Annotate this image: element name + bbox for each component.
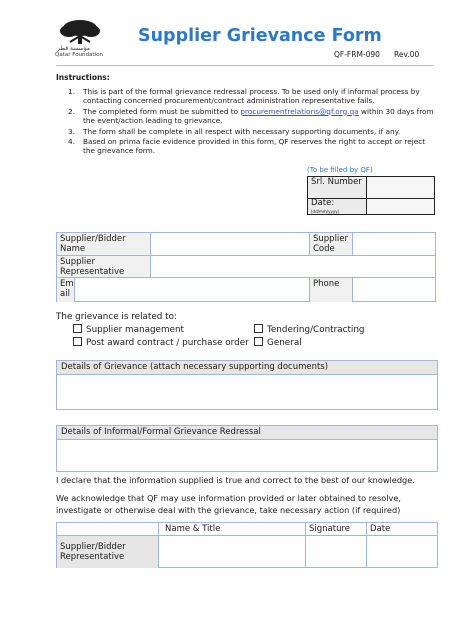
instruction-item bbox=[58, 107, 438, 126]
redressal-section bbox=[56, 425, 438, 472]
instruction-item bbox=[58, 137, 438, 156]
supplier-code-field[interactable] bbox=[353, 233, 435, 255]
email-label: Email bbox=[57, 278, 74, 302]
qf-use-note: (To be filled by QF) bbox=[307, 166, 373, 174]
option-supplier-management[interactable] bbox=[73, 324, 184, 335]
name-title-header: Name & Title bbox=[165, 524, 221, 534]
instruction-text: This is part of the formal grievance redressal process. To be used only if informal process by contacting concerned procurement/contract administration representative fails. bbox=[83, 87, 420, 106]
divider bbox=[57, 277, 435, 278]
divider bbox=[352, 233, 353, 255]
grievance-details-header: Details of Grievance (attach necessary supporting documents) bbox=[57, 361, 437, 375]
revision-label: Rev.00 bbox=[393, 50, 420, 59]
form-number: QF-FRM-090 bbox=[334, 50, 380, 59]
date-format-hint: (dd/mm/yyyy) bbox=[311, 208, 340, 214]
page-title: Supplier Grievance Form bbox=[138, 26, 382, 46]
logo-english-text: Qatar Foundation bbox=[55, 52, 103, 58]
divider bbox=[305, 523, 306, 567]
divider bbox=[309, 233, 310, 255]
declaration-text: I declare that the information supplied is true and correct to the best of our knowledge. bbox=[56, 475, 415, 485]
signature-table bbox=[56, 522, 438, 568]
option-tendering-contracting[interactable] bbox=[254, 324, 365, 335]
option-post-award[interactable] bbox=[73, 337, 249, 348]
redressal-header: Details of Informal/Formal Grievance Redressal bbox=[57, 426, 437, 440]
grievance-type-heading: The grievance is related to: bbox=[56, 312, 177, 322]
date-header: Date bbox=[370, 524, 391, 534]
instruction-text: within 30 days from the event/action leading to grievance. bbox=[83, 106, 434, 126]
email-field[interactable] bbox=[75, 278, 309, 302]
representative-row-label: Supplier/Bidder Representative bbox=[57, 536, 158, 568]
instruction-number: 1. bbox=[68, 87, 75, 96]
phone-label: Phone bbox=[310, 278, 352, 302]
option-general[interactable] bbox=[254, 337, 302, 348]
grievance-details-section bbox=[56, 360, 438, 410]
header-divider bbox=[56, 65, 434, 66]
instruction-text: The completed form must be submitted to bbox=[83, 106, 241, 116]
divider bbox=[366, 523, 367, 567]
instruction-text: The form shall be complete in all respect with necessary supporting documents, if any. bbox=[83, 126, 401, 136]
instruction-item bbox=[58, 127, 438, 136]
supplier-info-table bbox=[56, 232, 436, 302]
date-label: Date: bbox=[311, 198, 335, 208]
checkbox-icon[interactable] bbox=[73, 324, 82, 333]
acknowledgement-text: We acknowledge that QF may use information provided or later obtained to resolve, investigate or otherwise deal with the grievance, take necessary action (if required) bbox=[56, 493, 401, 515]
signature-field[interactable] bbox=[306, 536, 366, 568]
option-label: General bbox=[267, 338, 302, 348]
srl-number-label: Srl. Number bbox=[308, 178, 366, 198]
form-reference bbox=[334, 50, 419, 59]
checkbox-icon[interactable] bbox=[73, 337, 82, 346]
divider bbox=[352, 277, 353, 302]
divider bbox=[366, 177, 367, 214]
grievance-details-field[interactable] bbox=[57, 375, 437, 411]
divider bbox=[74, 277, 75, 302]
date-label-cell bbox=[308, 199, 366, 214]
date-field[interactable] bbox=[367, 536, 437, 568]
representative-label: Supplier Representative bbox=[57, 256, 150, 277]
name-title-field[interactable] bbox=[159, 536, 305, 568]
signature-header: Signature bbox=[309, 524, 351, 534]
divider bbox=[309, 277, 310, 302]
divider bbox=[158, 523, 159, 567]
instruction-text: Based on prima facie evidence provided in this form, QF reserves the right to accept or reject the grievance form. bbox=[83, 137, 426, 156]
divider bbox=[57, 255, 435, 256]
instruction-item bbox=[58, 87, 438, 106]
supplier-code-label: Supplier Code bbox=[310, 233, 352, 255]
redressal-field[interactable] bbox=[57, 440, 437, 473]
instruction-number: 3. bbox=[68, 126, 75, 136]
email-link[interactable]: procurementrelations@qf.org.qa bbox=[240, 106, 359, 116]
checkbox-icon[interactable] bbox=[254, 324, 263, 333]
instruction-number: 4. bbox=[68, 137, 75, 147]
divider bbox=[150, 233, 151, 277]
divider bbox=[57, 535, 437, 536]
instructions-list bbox=[58, 87, 438, 156]
bidder-name-field[interactable] bbox=[151, 233, 309, 255]
representative-field[interactable] bbox=[151, 256, 435, 277]
option-label: Tendering/Contracting bbox=[267, 325, 365, 335]
office-use-box bbox=[307, 176, 435, 215]
checkbox-icon[interactable] bbox=[254, 337, 263, 346]
option-label: Post award contract / purchase order bbox=[86, 338, 249, 348]
phone-field[interactable] bbox=[353, 278, 435, 302]
logo-arabic-text: مؤسسة قطر bbox=[57, 45, 90, 52]
option-label: Supplier management bbox=[86, 325, 184, 335]
instruction-number: 2. bbox=[68, 106, 75, 116]
instructions-heading: Instructions: bbox=[56, 73, 110, 82]
bidder-name-label: Supplier/Bidder Name bbox=[57, 233, 150, 255]
